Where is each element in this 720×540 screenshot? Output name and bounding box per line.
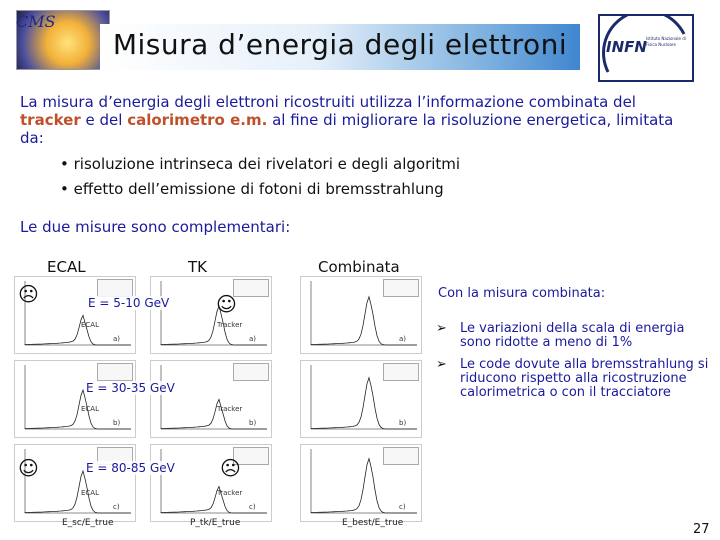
complementary-heading: Le due misure sono complementari: [20,218,291,236]
combined-note: Con la misura combinata: [438,286,606,301]
stat-box [233,363,269,381]
right-bullet-text: Le variazioni della scala di energia sono ridotte a meno di 1% [460,321,685,350]
intro-paragraph [20,93,700,147]
stat-box [97,279,133,297]
intro-bullet: • effetto dell’emissione di fotoni di bremsstrahlung [60,180,444,198]
happy-face-icon: ☺ [216,292,237,316]
plot-panel-label: a) [113,335,121,343]
column-label-tk: TK [188,258,207,276]
histogram-plot [14,360,136,438]
stat-box [97,363,133,381]
axis-label-tk: P_tk/E_true [190,518,241,528]
tracker-term: tracker [20,111,81,129]
plot-inner-label: Tracker [217,405,243,413]
intro-bullet: • risoluzione intrinseca dei rivelatori e degli algoritmi [60,155,461,173]
energy-range-label: E = 30-35 GeV [86,381,175,395]
happy-face-icon: ☺ [18,456,39,480]
plot-panel-label: a) [249,335,257,343]
plot-panel-label: b) [399,419,407,427]
plot-inner-label: Tracker [217,489,243,497]
intro-part1: La misura d’energia degli elettroni ricostruiti utilizza l’informazione combinata del [20,93,636,111]
arrow-bullet-icon: ➢ [436,321,447,336]
axis-label-ecal: E_sc/E_true [62,518,114,528]
plot-inner-label: ECAL [81,405,99,413]
histogram-plot [150,444,272,522]
title-bar [100,24,580,70]
arrow-bullet-icon: ➢ [436,357,447,372]
plot-inner-label: ECAL [81,321,99,329]
page-title: Misura d’energia degli elettroni [112,28,568,61]
energy-range-label: E = 5-10 GeV [88,296,170,310]
infn-logo-subtext: Istituto Nazionale di Fisica Nucleare [646,36,686,47]
stat-box [383,279,419,297]
page-number: 27 [693,522,710,537]
stat-box [233,279,269,297]
right-bullet-text: Le code dovute alla bremsstrahlung si riducono rispetto alla ricostruzione calorimetrica o con il tracciatore [460,357,709,400]
plot-panel-label: b) [113,419,121,427]
histogram-plot [150,276,272,354]
intro-bullet-text: effetto dell’emissione di fotoni di bremsstrahlung [73,180,444,198]
plot-panel-label: c) [249,503,256,511]
histogram-plot [300,360,422,438]
infn-logo-text: INFN [606,38,647,56]
histogram-plot [150,360,272,438]
intro-bullet-text: risoluzione intrinseca dei rivelatori e degli algoritmi [73,155,461,173]
column-label-combinata: Combinata [318,258,400,276]
sad-face-icon: ☹ [18,282,39,306]
plot-inner-label: ECAL [81,489,99,497]
plot-inner-label: Tracker [217,321,243,329]
right-bullet [436,322,716,350]
plot-panel-label: a) [399,335,407,343]
plot-panel-label: c) [399,503,406,511]
plot-panel-label: c) [113,503,120,511]
stat-box [383,363,419,381]
column-label-ecal: ECAL [47,258,86,276]
intro-part3: al fine di migliorare la risoluzione energetica, limitata da: [20,111,674,147]
energy-range-label: E = 80-85 GeV [86,461,175,475]
cms-logo-text: CMS [16,12,56,31]
histogram-plot [300,276,422,354]
axis-label-best: E_best/E_true [342,518,404,528]
intro-part2: e del [80,111,128,129]
histogram-plot [300,444,422,522]
stat-box [383,447,419,465]
calorimetro-term: calorimetro e.m. [127,111,268,129]
sad-face-icon: ☹ [220,456,241,480]
infn-logo [598,14,694,82]
plot-panel-label: b) [249,419,257,427]
right-bullet [436,358,716,400]
